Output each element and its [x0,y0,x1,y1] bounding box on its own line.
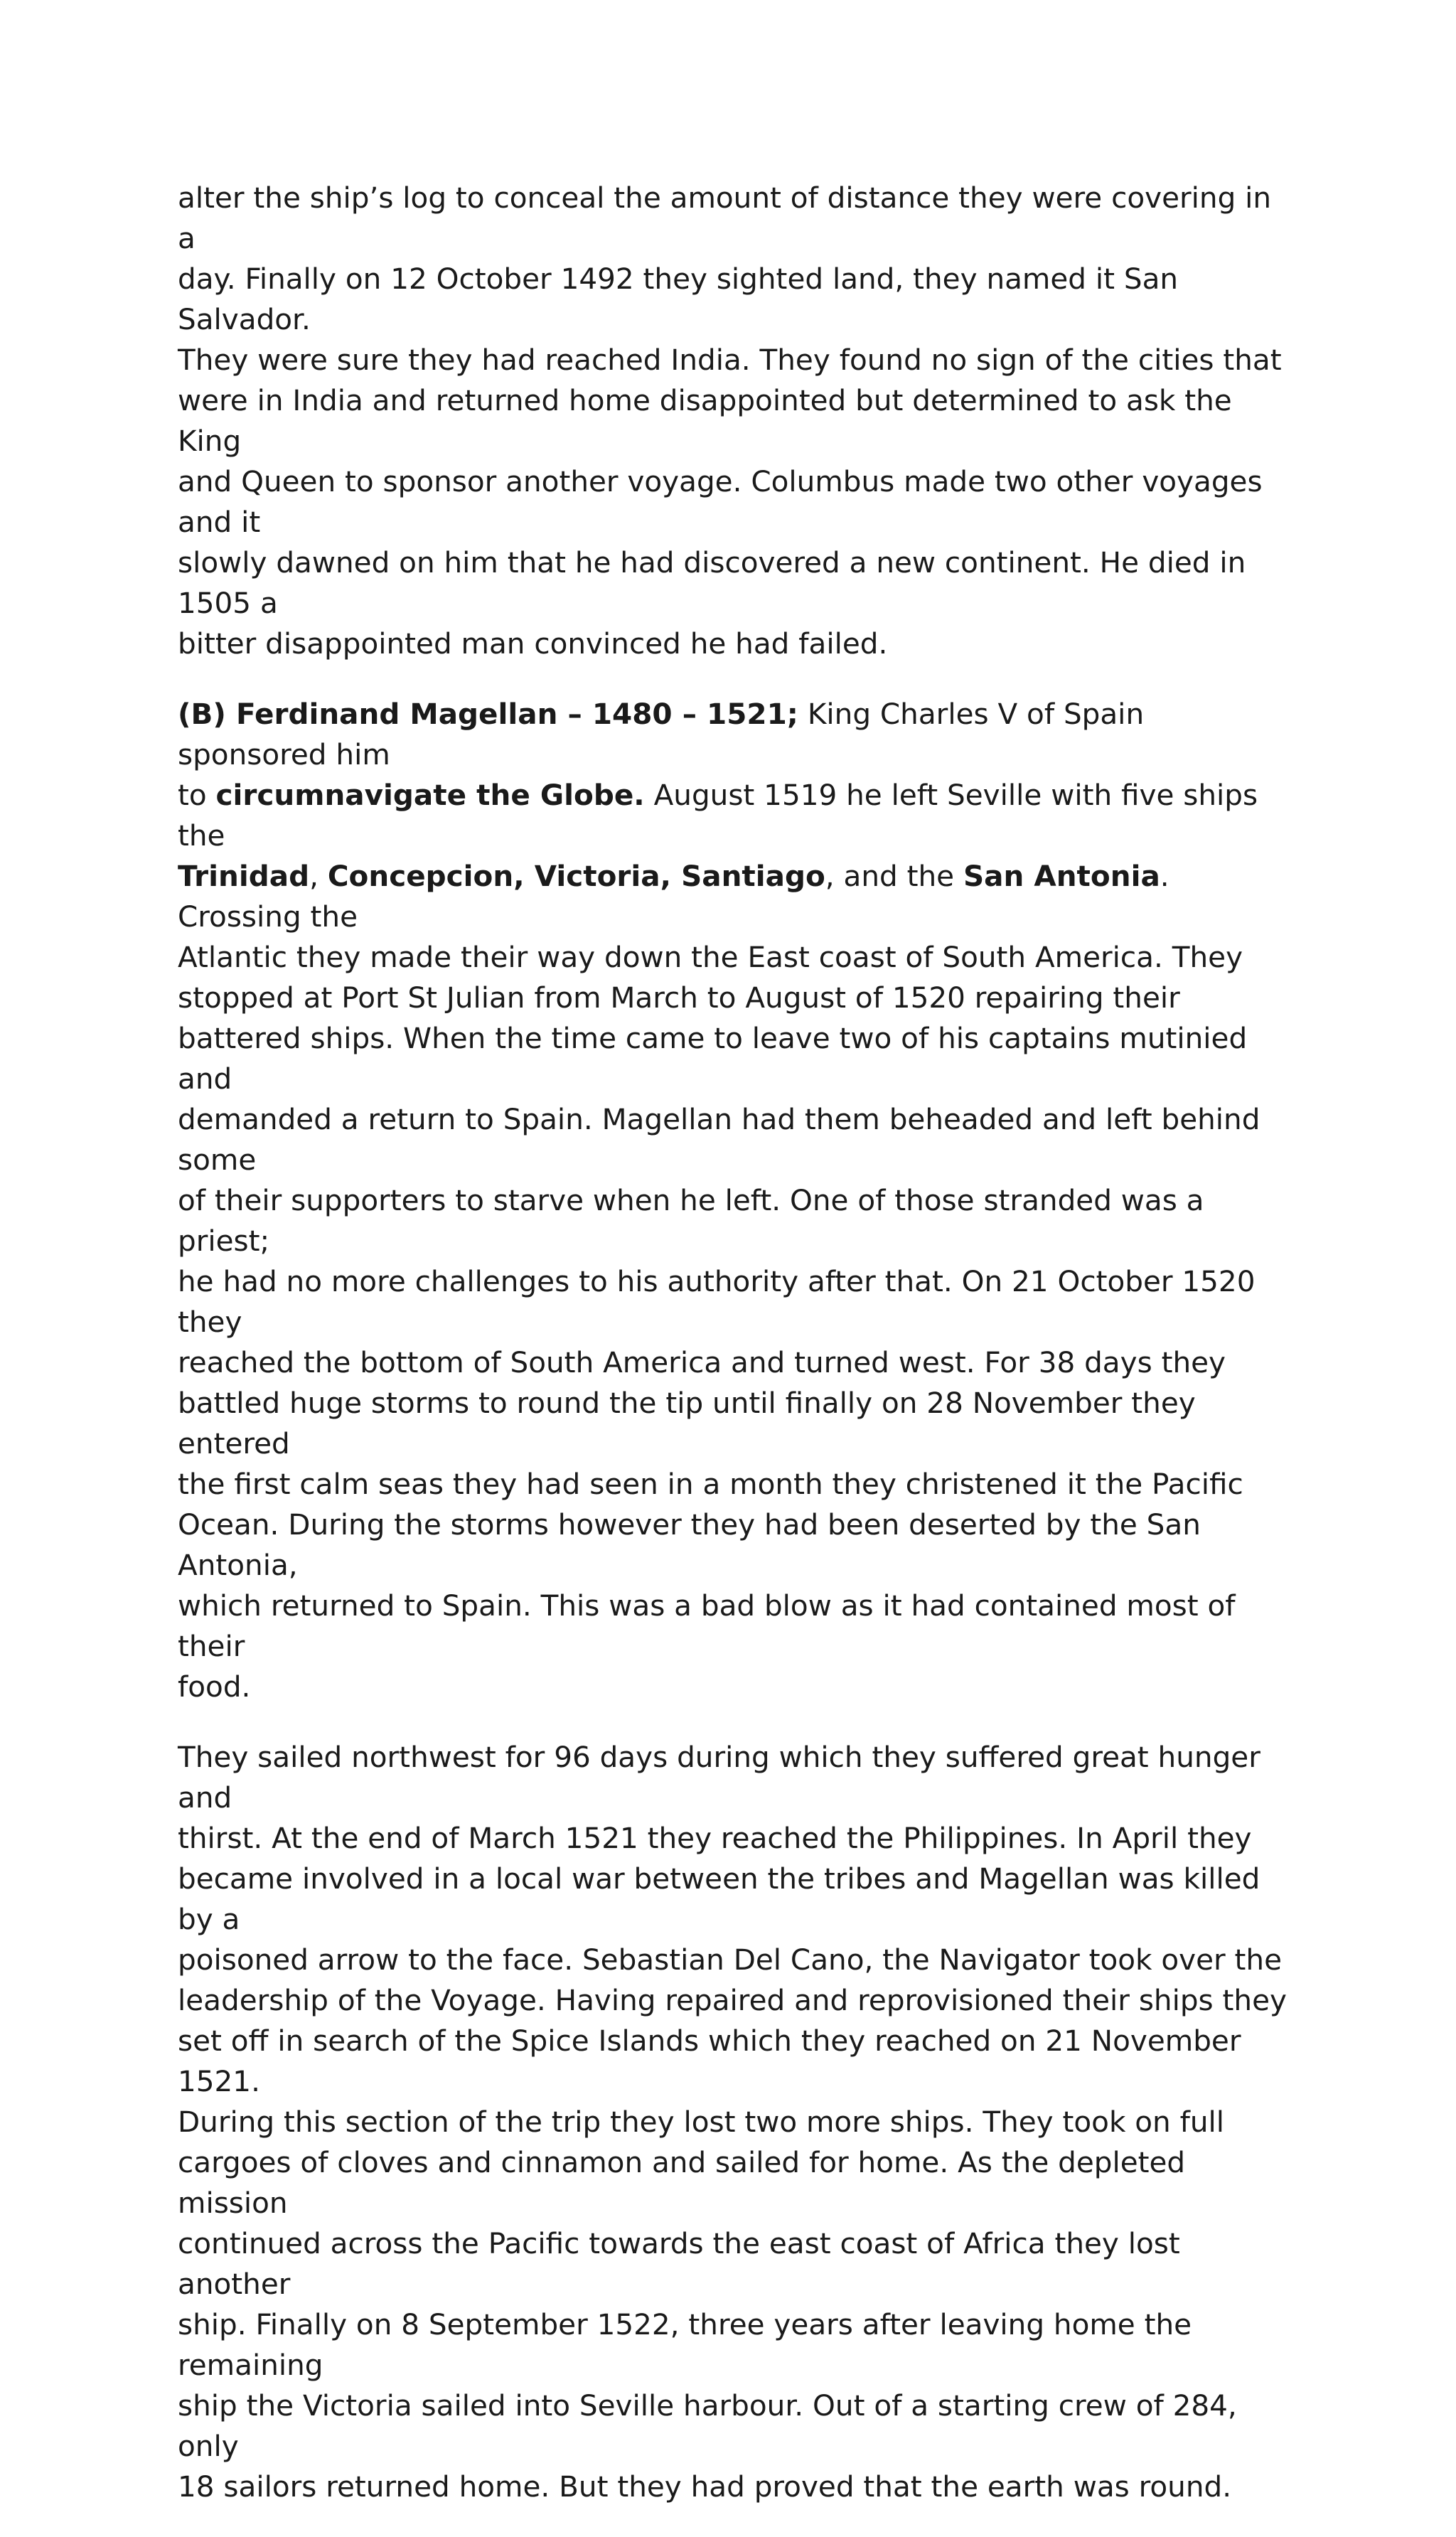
paragraph-magellan-voyage [178,694,1287,1707]
ship-names-group: Concepcion, Victoria, Santiago [327,859,825,893]
bold-term-circumnavigate: circumnavigate the Globe. [215,778,645,812]
section-heading-magellan: (B) Ferdinand Magellan – 1480 – 1521; [178,697,798,731]
text-run: King Charles V of Spain sponsored him to [178,697,1145,812]
text-run: , and the [825,859,963,893]
document-page [178,178,1287,2537]
text-run: . Crossing the Atlantic they made their way down the East coast of South America. They stopped at Port St Julian from March to August of 1520 repairing their battered ships. When the time came to leave two of his captains mutinied and demanded a return to Spain. Magellan had them beheaded and left behind some of their supporters to starve when he left. One of those stranded was a priest; he had no more challenges to his authority after that. On 21 October 1520 they reached the bottom of South America and turned west. For 38 days they battled huge storms to round the tip until finally on 28 November they entered the first calm seas they had seen in a month they christened it the Pacific Ocean. During the storms however they had been deserted by the San Antonia, which returned to Spain. This was a bad blow as it had contained most of their food. [178,859,1260,1704]
ship-name-trinidad: Trinidad [178,859,310,893]
ship-name-san-antonia: San Antonia [963,859,1160,893]
paragraph-columbus-conclusion: alter the ship’s log to conceal the amount of distance they were covering in a day. Finally on 12 October 1492 they sighted land, they named it San Salvador. They were sure they had reached India. They found no sign of the cities that were in India and returned home disappointed but determined to ask the King and Queen to sponsor another voyage. Columbus made two other voyages and it slowly dawned on him that he had discovered a new continent. He died in 1505 a bitter disappointed man convinced he had failed. [178,181,1282,661]
text-run: August 1519 he left Seville with five ships the [178,778,1258,853]
paragraph-magellan-return: They sailed northwest for 96 days during which they suffered great hunger and thirst. At the end of March 1521 they reached the Philippines. In April they became involved in a local war between the tribes and Magellan was killed by a poisoned arrow to the face. Sebastian Del Cano, the Navigator took over the leadership of the Voyage. Having repaired and reprovisioned their ships they set off in search of the Spice Islands which they reached on 21 November 1521. During this section of the trip they lost two more ships. They took on full cargoes of cloves and cinnamon and sailed for home. As the depleted mission continued across the Pacific towards the east coast of Africa they lost another ship. Finally on 8 September 1522, three years after leaving home the remaining ship the Victoria sailed into Seville harbour. Out of a starting crew of 284, only 18 sailors returned home. But they had proved that the earth was round. [178,1740,1287,2504]
text-run: , [309,859,328,893]
